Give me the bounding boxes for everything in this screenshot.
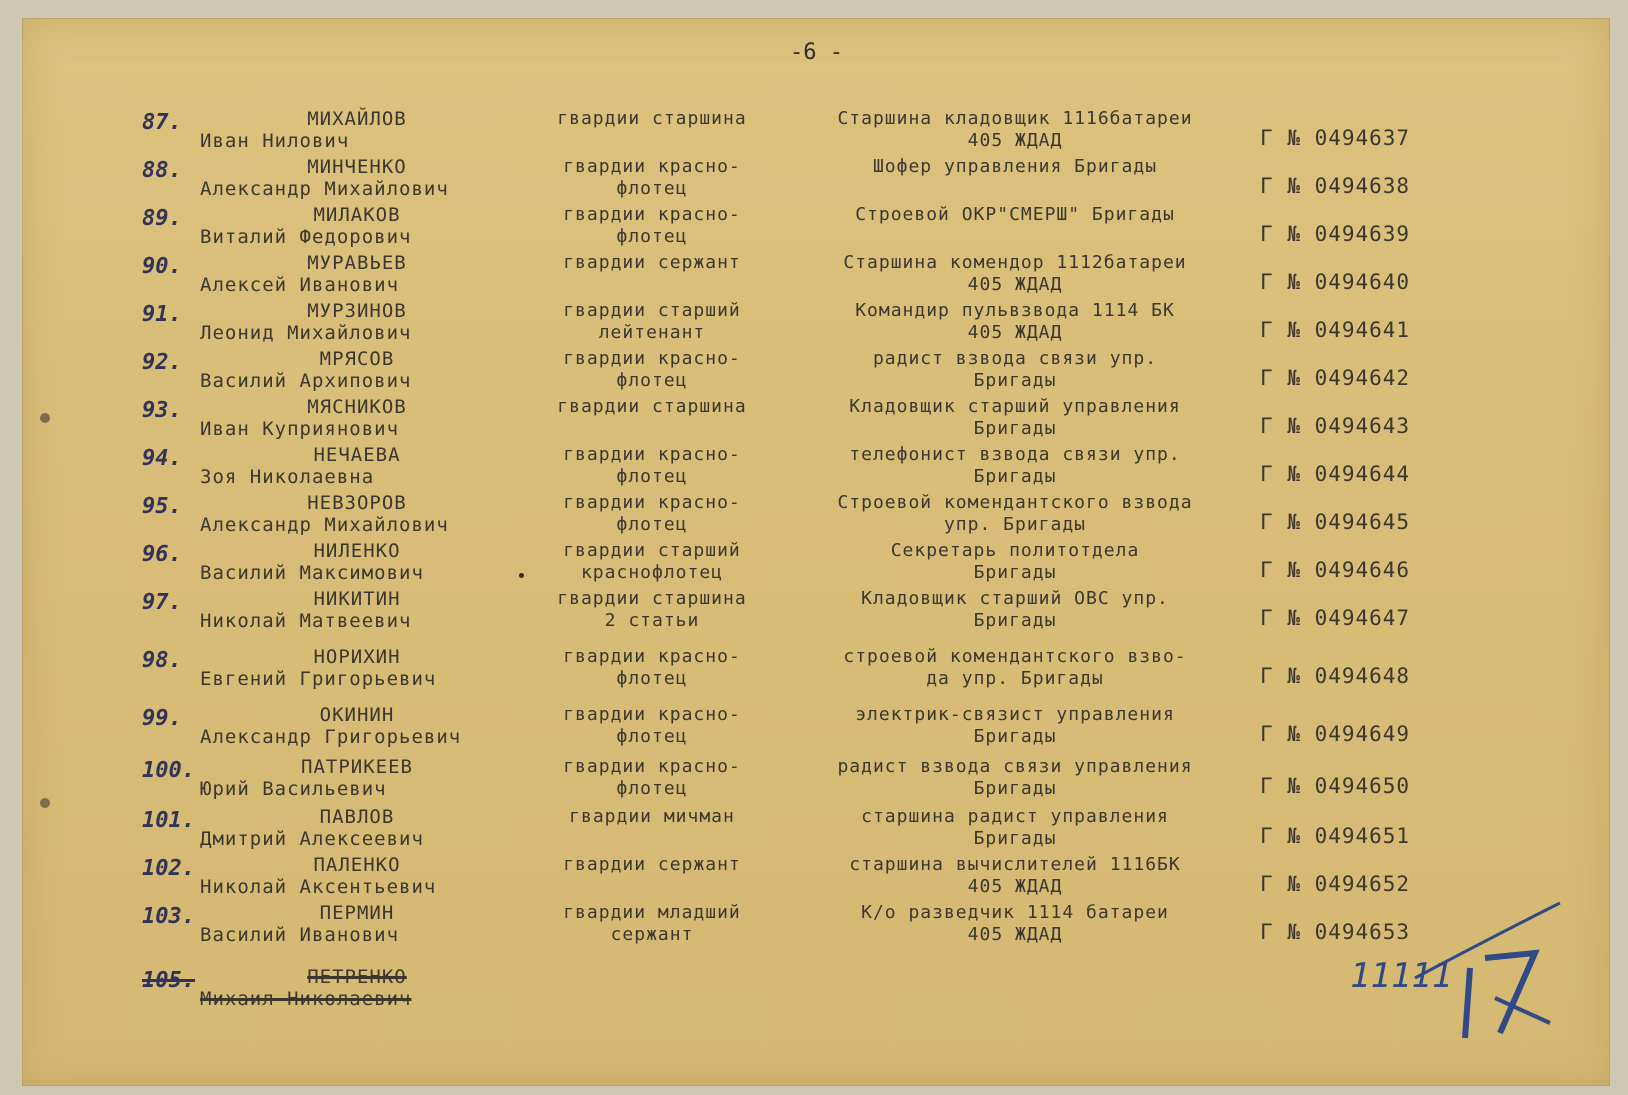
entry-given-name: Дмитрий Алексеевич	[200, 828, 424, 850]
position-line: Шофер управления Бригады	[872, 156, 1158, 177]
position-line: да упр. Бригады	[926, 668, 1104, 689]
entry-award-number: Г № 0494643	[1260, 414, 1411, 438]
position-line: Строевой комендантского взвода	[837, 492, 1193, 513]
entry-rank	[532, 756, 772, 800]
entry-given-name: Александр Михайлович	[200, 514, 449, 536]
entry-surname: ПЕТРЕНКО	[307, 966, 407, 988]
entry-position	[800, 156, 1230, 178]
position-line: Строевой ОКР"СМЕРШ" Бригады	[855, 204, 1175, 225]
entry-position	[800, 902, 1230, 946]
entry-surname: НОРИХИН	[313, 646, 401, 668]
rank-line: гвардии красно-	[563, 492, 741, 513]
entry-position	[800, 588, 1230, 632]
entry-rank	[532, 348, 772, 392]
entry-award-number: Г № 0494653	[1260, 920, 1411, 944]
entry-award-number: Г № 0494651	[1260, 824, 1411, 848]
list-item	[22, 806, 1610, 854]
rank-line: гвардии красно-	[563, 704, 741, 725]
entry-number: 101.	[142, 808, 195, 833]
entry-award-number: Г № 0494640	[1260, 270, 1411, 294]
entry-given-name: Иван Нилович	[200, 130, 350, 152]
rank-line: гвардии красно-	[563, 444, 741, 465]
entry-award-number: Г № 0494645	[1260, 510, 1411, 534]
rank-line: гвардии красно-	[563, 156, 741, 177]
rank-line: флотец	[616, 178, 688, 199]
entry-rank	[532, 646, 772, 690]
position-line: упр. Бригады	[943, 514, 1087, 535]
entry-surname: МИХАЙЛОВ	[307, 108, 407, 130]
rank-line: гвардии сержант	[563, 854, 741, 875]
entry-award-number: Г № 0494638	[1260, 174, 1411, 198]
entry-surname: ПАВЛОВ	[319, 806, 395, 828]
entry-given-name: Евгений Григорьевич	[200, 668, 437, 690]
entry-position	[800, 396, 1230, 440]
entry-rank	[532, 588, 772, 632]
entry-number: 89.	[142, 206, 182, 231]
position-line: Старшина кладовщик 1116батареи	[837, 108, 1193, 129]
rank-line: флотец	[616, 668, 688, 689]
entry-number: 88.	[142, 158, 182, 183]
entry-surname: ПАТРИКЕЕВ	[301, 756, 413, 778]
entry-rank	[532, 300, 772, 344]
entry-position	[800, 348, 1230, 392]
entry-rank	[532, 444, 772, 488]
entry-given-name: Михаил Николаевич	[200, 988, 412, 1010]
rank-line: гвардии мичман	[569, 806, 735, 827]
entry-rank	[532, 252, 772, 274]
rank-line: гвардии старшина	[557, 108, 747, 129]
entry-surname: НЕВЗОРОВ	[307, 492, 407, 514]
entry-position	[800, 540, 1230, 584]
list-item	[22, 540, 1610, 588]
entry-number: 98.	[142, 648, 182, 673]
entry-given-name: Юрий Васильевич	[200, 778, 387, 800]
position-line: Бригады	[973, 778, 1057, 799]
entry-number: 99.	[142, 706, 182, 731]
entry-position	[800, 444, 1230, 488]
position-line: радист взвода связи упр.	[872, 348, 1158, 369]
entry-surname: МУРАВЬЕВ	[307, 252, 407, 274]
entry-position	[800, 300, 1230, 344]
entry-surname: МРЯСОВ	[319, 348, 395, 370]
entry-given-name: Александр Михайлович	[200, 178, 449, 200]
entry-surname: НИЛЕНКО	[313, 540, 401, 562]
entry-number: 102.	[142, 856, 195, 881]
list-item	[22, 300, 1610, 348]
rank-line: сержант	[610, 924, 694, 945]
rank-line: 2 статьи	[604, 610, 700, 631]
entry-number: 91.	[142, 302, 182, 327]
list-item	[22, 704, 1610, 752]
position-line: Секретарь политотдела	[890, 540, 1140, 561]
position-line: 405 ЖДАД	[967, 130, 1063, 151]
entry-surname: МУРЗИНОВ	[307, 300, 407, 322]
rank-line: гвардии старший	[563, 300, 741, 321]
rank-line: гвардии красно-	[563, 204, 741, 225]
position-line: старшина вычислителей 1116БК	[849, 854, 1181, 875]
position-line: 405 ЖДАД	[967, 876, 1063, 897]
entry-number: 93.	[142, 398, 182, 423]
rank-line: гвардии сержант	[563, 252, 741, 273]
entry-surname: ОКИНИН	[319, 704, 395, 726]
ink-dot	[519, 573, 524, 578]
position-line: Старшина комендор 1112батареи	[843, 252, 1187, 273]
position-line: 405 ЖДАД	[967, 322, 1063, 343]
position-line: Бригады	[973, 610, 1057, 631]
entry-position	[800, 756, 1230, 800]
rank-line: лейтенант	[598, 322, 706, 343]
entry-surname: НИКИТИН	[313, 588, 401, 610]
list-item	[22, 396, 1610, 444]
rank-line: краснофлотец	[580, 562, 724, 583]
entry-given-name: Василий Иванович	[200, 924, 400, 946]
entry-award-number: Г № 0494652	[1260, 872, 1411, 896]
position-line: Бригады	[973, 418, 1057, 439]
position-line: радист взвода связи управления	[837, 756, 1193, 777]
entry-position	[800, 252, 1230, 296]
rank-line: гвардии красно-	[563, 646, 741, 667]
page-number: -6 -	[790, 40, 843, 65]
position-line: Кладовщик старший управления	[849, 396, 1181, 417]
list-item	[22, 588, 1610, 636]
entry-number: 87.	[142, 110, 182, 135]
position-line: строевой комендантского взво-	[843, 646, 1187, 667]
list-item	[22, 108, 1610, 156]
list-item	[22, 492, 1610, 540]
entry-position	[800, 854, 1230, 898]
rank-line: гвардии красно-	[563, 756, 741, 777]
entry-rank	[532, 854, 772, 876]
rank-line: гвардии младший	[563, 902, 741, 923]
entry-rank	[532, 396, 772, 418]
list-item	[22, 756, 1610, 804]
document-page	[22, 18, 1610, 1086]
entry-award-number: Г № 0494637	[1260, 126, 1411, 150]
entry-award-number: Г № 0494644	[1260, 462, 1411, 486]
rank-line: гвардии старшина	[557, 588, 747, 609]
entry-number: 95.	[142, 494, 182, 519]
entry-surname: ПАЛЕНКО	[313, 854, 401, 876]
rank-line: флотец	[616, 514, 688, 535]
entry-given-name: Василий Максимович	[200, 562, 424, 584]
list-item	[22, 156, 1610, 204]
position-line: К/о разведчик 1114 батареи	[861, 902, 1169, 923]
entry-award-number: Г № 0494641	[1260, 318, 1411, 342]
rank-line: флотец	[616, 726, 688, 747]
entry-position	[800, 492, 1230, 536]
entry-given-name: Николай Аксентьевич	[200, 876, 437, 898]
entry-position	[800, 646, 1230, 690]
entry-number: 100.	[142, 758, 195, 783]
list-item	[22, 348, 1610, 396]
entry-given-name: Леонид Михайлович	[200, 322, 412, 344]
entry-given-name: Александр Григорьевич	[200, 726, 462, 748]
entry-rank	[532, 540, 772, 584]
entry-award-number: Г № 0494650	[1260, 774, 1411, 798]
rank-line: гвардии красно-	[563, 348, 741, 369]
position-line: Бригады	[973, 370, 1057, 391]
entry-position	[800, 806, 1230, 850]
entry-given-name: Зоя Николаевна	[200, 466, 375, 488]
entry-surname: МИЛАКОВ	[313, 204, 401, 226]
rank-line: гвардии старший	[563, 540, 741, 561]
entry-given-name: Виталий Федорович	[200, 226, 412, 248]
position-line: телефонист взвода связи упр.	[849, 444, 1181, 465]
position-line: Бригады	[973, 726, 1057, 747]
entry-rank	[532, 204, 772, 248]
entry-rank	[532, 806, 772, 828]
rank-line: флотец	[616, 778, 688, 799]
entry-position	[800, 204, 1230, 226]
entry-award-number: Г № 0494639	[1260, 222, 1411, 246]
entry-award-number: Г № 0494646	[1260, 558, 1411, 582]
position-line: Бригады	[973, 466, 1057, 487]
rank-line: флотец	[616, 370, 688, 391]
handwritten-mark-icon	[1410, 898, 1570, 1048]
rank-line: флотец	[616, 226, 688, 247]
position-line: Командир пульвзвода 1114 БК	[855, 300, 1175, 321]
entry-number: 103.	[142, 904, 195, 929]
tally-marks: 11111	[1350, 956, 1453, 996]
entry-award-number: Г № 0494648	[1260, 664, 1411, 688]
position-line: старшина радист управления	[861, 806, 1169, 827]
rank-line: флотец	[616, 466, 688, 487]
entry-number: 97.	[142, 590, 182, 615]
entry-surname: МЯСНИКОВ	[307, 396, 407, 418]
entry-rank	[532, 108, 772, 130]
entry-surname: МИНЧЕНКО	[307, 156, 407, 178]
entry-number: 105.	[142, 968, 195, 993]
position-line: электрик-связист управления	[855, 704, 1175, 725]
entry-position	[800, 704, 1230, 748]
rank-line: гвардии старшина	[557, 396, 747, 417]
position-line: 405 ЖДАД	[967, 274, 1063, 295]
entry-award-number: Г № 0494642	[1260, 366, 1411, 390]
entry-given-name: Иван Куприянович	[200, 418, 400, 440]
entry-surname: ПЕРМИН	[319, 902, 395, 924]
position-line: Кладовщик старший ОВС упр.	[861, 588, 1169, 609]
entry-number: 92.	[142, 350, 182, 375]
entry-number: 96.	[142, 542, 182, 567]
entry-rank	[532, 492, 772, 536]
position-line: 405 ЖДАД	[967, 924, 1063, 945]
list-item	[22, 902, 1610, 950]
entry-number: 90.	[142, 254, 182, 279]
entry-given-name: Николай Матвеевич	[200, 610, 412, 632]
position-line: Бригады	[973, 562, 1057, 583]
entry-rank	[532, 902, 772, 946]
entry-rank	[532, 704, 772, 748]
list-item	[22, 204, 1610, 252]
list-item	[22, 854, 1610, 902]
list-item	[22, 646, 1610, 694]
entry-rank	[532, 156, 772, 200]
entry-position	[800, 108, 1230, 152]
entry-award-number: Г № 0494647	[1260, 606, 1411, 630]
entry-award-number: Г № 0494649	[1260, 722, 1411, 746]
entry-given-name: Алексей Иванович	[200, 274, 400, 296]
position-line: Бригады	[973, 828, 1057, 849]
entry-given-name: Василий Архипович	[200, 370, 412, 392]
entry-surname: НЕЧАЕВА	[313, 444, 401, 466]
list-item	[22, 444, 1610, 492]
entry-number: 94.	[142, 446, 182, 471]
list-item	[22, 252, 1610, 300]
